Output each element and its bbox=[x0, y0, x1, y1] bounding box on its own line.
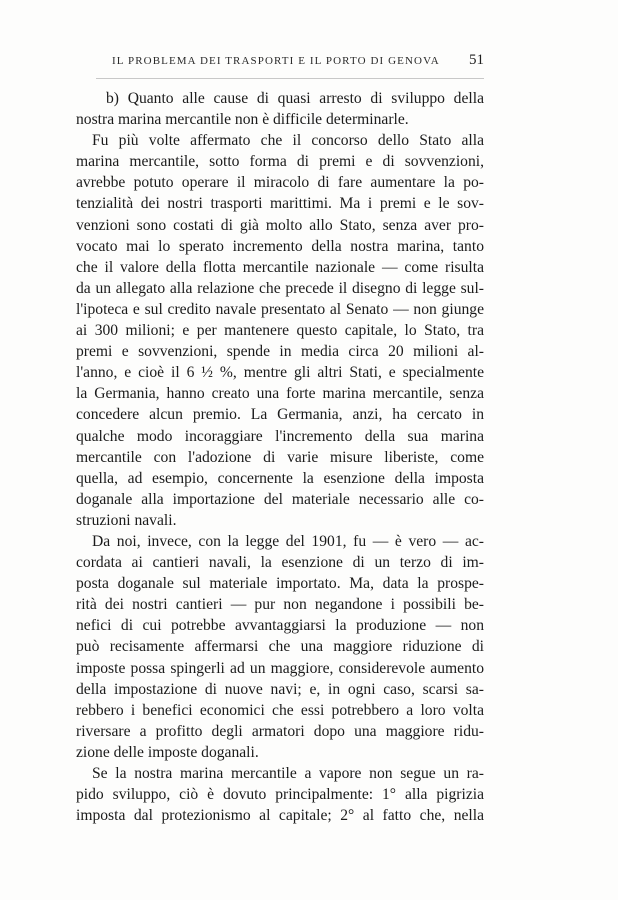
text-line: nostra marina mercantile non è difficile determinarle. bbox=[76, 111, 409, 129]
paragraph bbox=[76, 88, 484, 130]
text-line: venzioni sono costati di già molto allo Stato, senza aver pro- bbox=[76, 216, 484, 234]
running-title: IL PROBLEMA DEI TRASPORTI E IL PORTO DI GENOVA bbox=[112, 55, 440, 67]
text-line: cordata ai cantieri navali, la esenzione di un terzo di im- bbox=[76, 554, 484, 572]
text-line: struzioni navali. bbox=[76, 511, 177, 529]
text-line: vocato mai lo sperato incremento della nostra marina, tanto bbox=[76, 237, 484, 255]
text-line: Fu più volte affermato che il concorso dello Stato alla bbox=[92, 132, 484, 150]
text-line: concedere alcun premio. La Germania, anzi, ha cercato in bbox=[76, 406, 484, 424]
text-line: b) Quanto alle cause di quasi arresto di sviluppo della bbox=[106, 90, 484, 107]
text-line: avrebbe potuto operare il miracolo di fare aumentare la po- bbox=[76, 174, 484, 192]
text-line: posta doganale sul materiale importato. Ma, data la prospe- bbox=[76, 575, 484, 593]
text-line: doganale alla importazione del materiale necessario alle co- bbox=[76, 490, 484, 508]
text-line: Se la nostra marina mercantile a vapore non segue un ra- bbox=[92, 765, 484, 782]
text-line: da un allegato alla relazione che precede il disegno di legge sul- bbox=[76, 279, 484, 297]
text-line: della impostazione di nuove navi; e, in ogni caso, scarsi sa- bbox=[76, 680, 484, 698]
text-line: marina mercantile, sotto forma di premi e di sovvenzioni, bbox=[76, 153, 484, 171]
text-line: nefici di cui potrebbe avvantaggiarsi la produzione — non bbox=[76, 617, 484, 635]
text-line: zione delle imposte doganali. bbox=[76, 743, 259, 761]
text-line: riversare a profitto degli armatori dopo una maggiore ridu- bbox=[76, 722, 484, 740]
text-line: premi e sovvenzioni, spende in media circa 20 milioni al- bbox=[76, 343, 484, 361]
header-rule bbox=[96, 78, 484, 79]
text-line: imposte possa spingerli ad un maggiore, considerevole aumento bbox=[76, 659, 484, 677]
body-text bbox=[76, 88, 484, 826]
text-line: qualche modo incoraggiare l'incremento della sua marina bbox=[76, 427, 484, 445]
text-line: quella, ad esempio, concernente la esenzione della imposta bbox=[76, 469, 484, 487]
text-line: tenzialità dei nostri trasporti marittimi. Ma i premi e le sov- bbox=[76, 195, 484, 213]
text-line: l'ipoteca e sul credito navale presentato al Senato — non giunge bbox=[76, 300, 484, 318]
text-line: imposta dal protezionismo al capitale; 2° al fatto che, nella bbox=[76, 807, 484, 825]
text-line: ai 300 milioni; e per mantenere questo capitale, lo Stato, tra bbox=[76, 322, 484, 340]
text-line: pido sviluppo, ciò è dovuto principalmente: 1° alla pigrizia bbox=[76, 786, 484, 804]
text-line: l'anno, e cioè il 6 ½ %, mentre gli altri Stati, e specialmente bbox=[76, 364, 484, 382]
text-line: può recisamente affermarsi che una maggiore riduzione di bbox=[76, 638, 484, 656]
paragraph bbox=[76, 763, 484, 826]
text-line: rebbero i benefici economici che essi potrebbero a loro volta bbox=[76, 701, 484, 719]
page-number: 51 bbox=[469, 52, 484, 68]
paragraph bbox=[76, 130, 484, 531]
text-line: Da noi, invece, con la legge del 1901, fu — è vero — ac- bbox=[92, 532, 484, 550]
text-line: mercantile con l'adozione di varie misure liberiste, come bbox=[76, 448, 484, 466]
text-line: la Germania, hanno creato una forte marina mercantile, senza bbox=[76, 385, 484, 403]
text-line: che il valore della flotta mercantile nazionale — come risulta bbox=[76, 258, 484, 276]
running-head bbox=[112, 52, 484, 72]
text-line: rità dei nostri cantieri — pur non negandone i possibili be- bbox=[76, 596, 484, 614]
paragraph bbox=[76, 531, 484, 763]
